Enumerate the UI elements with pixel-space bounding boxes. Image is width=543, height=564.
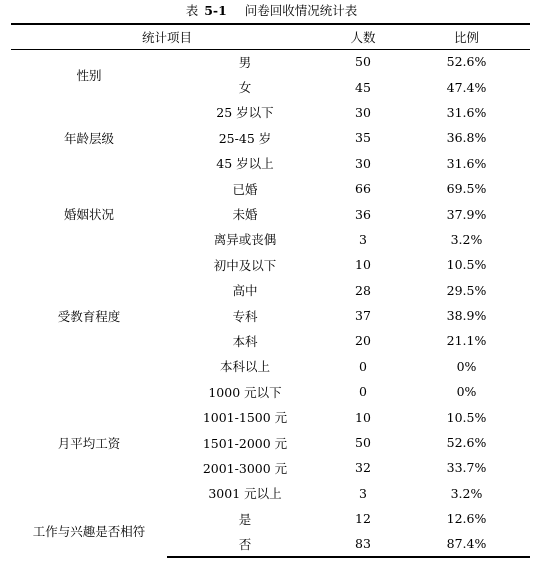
group-label: 受教育程度 bbox=[57, 308, 121, 324]
percent-cell: 37.9% bbox=[446, 206, 487, 222]
subcategory-cell: 1001-1500 元 bbox=[202, 410, 288, 426]
count-cell: 12 bbox=[355, 511, 371, 527]
percent-cell: 3.2% bbox=[450, 485, 483, 501]
subcategory-cell: 专科 bbox=[232, 308, 258, 324]
subcategory-cell: 未婚 bbox=[232, 207, 258, 223]
group-label: 工作与兴趣是否相符 bbox=[32, 524, 146, 540]
percent-cell: 3.2% bbox=[450, 231, 483, 247]
header-item: 统计项目 bbox=[11, 24, 323, 49]
subcategory-cell: 25-45 岁 bbox=[218, 130, 272, 146]
percent-cell: 0% bbox=[456, 384, 477, 400]
subcategory-cell: 已婚 bbox=[232, 181, 258, 197]
subcategory-cell: 女 bbox=[238, 80, 252, 96]
count-cell: 30 bbox=[355, 155, 371, 171]
table-row bbox=[11, 49, 530, 74]
subcategory-cell: 1501-2000 元 bbox=[202, 435, 288, 451]
count-cell: 0 bbox=[359, 384, 367, 400]
percent-cell: 10.5% bbox=[446, 257, 487, 273]
count-cell: 32 bbox=[355, 460, 371, 476]
subcategory-cell: 初中及以下 bbox=[213, 257, 277, 273]
group-label: 婚姻状况 bbox=[63, 207, 114, 223]
percent-cell: 12.6% bbox=[446, 511, 487, 527]
percent-cell: 29.5% bbox=[446, 282, 487, 298]
percent-cell: 52.6% bbox=[446, 435, 487, 451]
group-label: 性别 bbox=[76, 67, 102, 83]
subcategory-cell: 45 岁以上 bbox=[216, 156, 274, 172]
subcategory-cell: 3001 元以上 bbox=[208, 486, 282, 502]
percent-cell: 69.5% bbox=[446, 181, 487, 197]
caption-title: 问卷回收情况统计表 bbox=[244, 3, 358, 18]
percent-cell: 87.4% bbox=[403, 531, 530, 556]
caption-label: 表 bbox=[185, 3, 199, 18]
count-cell: 50 bbox=[355, 435, 371, 451]
percent-cell: 36.8% bbox=[446, 130, 487, 146]
count-cell: 28 bbox=[355, 282, 371, 298]
statistics-table bbox=[11, 23, 530, 558]
subcategory-cell: 离异或丧偶 bbox=[213, 232, 277, 248]
percent-cell: 47.4% bbox=[446, 79, 487, 95]
count-cell: 10 bbox=[355, 409, 371, 425]
percent-cell: 21.1% bbox=[446, 333, 487, 349]
subcategory-cell: 本科以上 bbox=[219, 359, 270, 375]
table-row bbox=[11, 506, 530, 531]
count-cell: 37 bbox=[355, 308, 371, 324]
count-cell: 50 bbox=[355, 54, 371, 70]
count-cell: 30 bbox=[355, 104, 371, 120]
table-caption bbox=[0, 3, 543, 19]
percent-cell: 10.5% bbox=[446, 409, 487, 425]
count-cell: 20 bbox=[355, 333, 371, 349]
count-cell: 3 bbox=[359, 231, 367, 247]
subcategory-cell: 否 bbox=[167, 531, 323, 556]
subcategory-cell: 1000 元以下 bbox=[208, 384, 282, 400]
percent-cell: 31.6% bbox=[446, 155, 487, 171]
subcategory-cell: 25 岁以下 bbox=[216, 105, 274, 121]
percent-cell: 31.6% bbox=[446, 104, 487, 120]
percent-cell: 38.9% bbox=[446, 308, 487, 324]
table-header-row bbox=[11, 24, 530, 49]
subcategory-cell: 2001-3000 元 bbox=[202, 460, 288, 476]
count-cell: 36 bbox=[355, 206, 371, 222]
count-cell: 66 bbox=[355, 181, 371, 197]
caption-number: 5-1 bbox=[204, 3, 227, 18]
group-label: 月平均工资 bbox=[57, 435, 121, 451]
count-cell: 83 bbox=[323, 531, 403, 556]
percent-cell: 33.7% bbox=[446, 460, 487, 476]
table-body bbox=[11, 49, 530, 557]
subcategory-cell: 是 bbox=[238, 511, 252, 527]
count-cell: 45 bbox=[355, 79, 371, 95]
count-cell: 3 bbox=[359, 485, 367, 501]
table-row bbox=[11, 252, 530, 277]
header-count: 人数 bbox=[323, 24, 403, 49]
table-row bbox=[11, 100, 530, 125]
subcategory-cell: 高中 bbox=[232, 283, 258, 299]
table-row bbox=[11, 176, 530, 201]
group-label: 年龄层级 bbox=[63, 130, 114, 146]
percent-cell: 0% bbox=[456, 358, 477, 374]
subcategory-cell: 本科 bbox=[232, 333, 258, 349]
subcategory-cell: 男 bbox=[238, 54, 252, 70]
count-cell: 0 bbox=[359, 358, 367, 374]
count-cell: 10 bbox=[355, 257, 371, 273]
table-row bbox=[11, 379, 530, 404]
header-percent: 比例 bbox=[403, 24, 530, 49]
count-cell: 35 bbox=[355, 130, 371, 146]
percent-cell: 52.6% bbox=[446, 54, 487, 70]
